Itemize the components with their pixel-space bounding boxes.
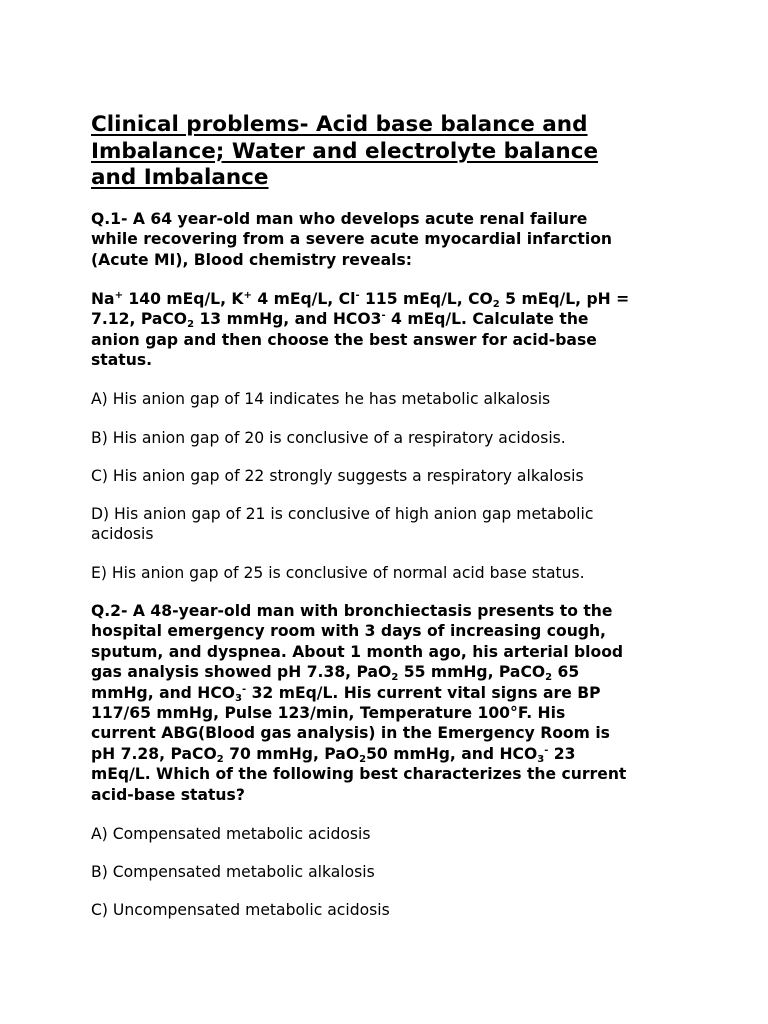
- q2-stem-line: Q.2- A 48-year-old man with bronchiectasis presents to the: [91, 602, 613, 620]
- q2-stem-line: acid-base status?: [91, 785, 245, 804]
- pao2-subscript: 2: [359, 753, 367, 765]
- hco3-prior-text: mmHg, and HCO: [91, 683, 236, 702]
- q2-stem-line: [91, 744, 691, 764]
- hco3-subscript: 3: [537, 753, 545, 765]
- abg-prior-text: gas analysis showed pH 7.38, PaO: [91, 663, 392, 682]
- abg-prior-paco2: 55 mmHg, PaCO: [398, 663, 546, 682]
- hco3-charge: -: [544, 744, 549, 756]
- pao2-subscript: 2: [391, 672, 399, 684]
- ph-paco2-text: 7.12, PaCO: [91, 310, 188, 329]
- q2-option-a: [91, 824, 691, 844]
- hco3-charge: -: [381, 310, 386, 322]
- hco3-subscript: 3: [235, 692, 242, 704]
- abg-current-hco3-value: 23: [548, 744, 576, 763]
- q1-option-d: [91, 504, 691, 545]
- k-charge: +: [243, 290, 252, 301]
- q1-lab-values: [91, 289, 691, 371]
- q2-stem-line: [91, 662, 691, 682]
- co2-subscript: 2: [492, 299, 500, 310]
- title-line: and Imbalance: [91, 165, 269, 190]
- option-text: A) His anion gap of 14 indicates he has metabolic alkalosis: [91, 390, 551, 408]
- calculate-text: 4 mEq/L. Calculate the: [385, 310, 589, 329]
- na-value: 140 mEq/L, K: [122, 290, 244, 308]
- option-text: B) Compensated metabolic alkalosis: [91, 863, 375, 881]
- option-text: acidosis: [91, 525, 154, 544]
- q1-stem: [91, 209, 691, 270]
- q2-stem-line: [91, 683, 691, 703]
- q1-lab-line: [91, 309, 691, 329]
- title-line: Clinical problems- Acid base balance and: [91, 112, 588, 137]
- hco3-text: 13 mmHg, and HCO3: [194, 310, 382, 329]
- option-text: A) Compensated metabolic acidosis: [91, 825, 371, 843]
- q1-option-c: [91, 466, 691, 486]
- q1-stem-line: while recovering from a severe acute myocardial infarction: [91, 230, 613, 249]
- q1-option-e: [91, 563, 691, 583]
- option-text: B) His anion gap of 20 is conclusive of a respiratory acidosis.: [91, 429, 566, 447]
- k-value: 4 mEq/L, Cl: [251, 290, 356, 308]
- co2-value: 5 mEq/L, pH =: [499, 290, 630, 308]
- cl-charge: -: [355, 290, 360, 301]
- option-text: E) His anion gap of 25 is conclusive of normal acid base status.: [91, 564, 585, 582]
- abg-current-pao2: 70 mmHg, PaO: [223, 744, 360, 763]
- q2-option-c: [91, 900, 691, 920]
- page-title: [91, 112, 691, 192]
- q1-lab-line: [91, 289, 691, 309]
- q1-option-b: [91, 428, 691, 448]
- q2-stem-line: hospital emergency room with 3 days of increasing cough,: [91, 622, 606, 641]
- q1-option-a: [91, 389, 691, 409]
- hco3-charge: -: [242, 683, 247, 695]
- option-text: D) His anion gap of 21 is conclusive of high anion gap metabolic: [91, 505, 594, 523]
- na-charge: +: [114, 290, 123, 301]
- cl-value: 115 mEq/L, CO: [359, 290, 493, 308]
- option-text: C) Uncompensated metabolic acidosis: [91, 901, 390, 919]
- q2-stem-line: current ABG(Blood gas analysis) in the Emergency Room is: [91, 724, 610, 743]
- q1-lab-line: anion gap and then choose the best answer for acid-base: [91, 330, 597, 349]
- q1-stem-line: Q.1- A 64 year-old man who develops acute renal failure: [91, 210, 588, 228]
- q1-lab-line: status.: [91, 351, 153, 370]
- q2-stem: [91, 601, 691, 805]
- na-label: Na: [91, 290, 115, 308]
- q1-stem-line: (Acute MI), Blood chemistry reveals:: [91, 250, 412, 269]
- q2-stem-line: mEq/L. Which of the following best characterizes the current: [91, 765, 627, 784]
- paco2-subscript: 2: [216, 753, 224, 765]
- abg-prior-paco2-value: 65: [552, 663, 580, 682]
- q2-stem-line: 117/65 mmHg, Pulse 123/min, Temperature 100°F. His: [91, 704, 566, 723]
- vitals-text: 32 mEq/L. His current vital signs are BP: [246, 683, 601, 702]
- q2-option-b: [91, 862, 691, 882]
- abg-current-hco3: 50 mmHg, and HCO: [366, 744, 538, 763]
- abg-current-text: pH 7.28, PaCO: [91, 744, 217, 763]
- q2-stem-line: sputum, and dyspnea. About 1 month ago, his arterial blood: [91, 642, 624, 661]
- option-text: C) His anion gap of 22 strongly suggests a respiratory alkalosis: [91, 467, 584, 485]
- paco2-subscript: 2: [187, 319, 195, 331]
- paco2-subscript: 2: [545, 672, 553, 684]
- title-line: Imbalance; Water and electrolyte balance: [91, 138, 599, 164]
